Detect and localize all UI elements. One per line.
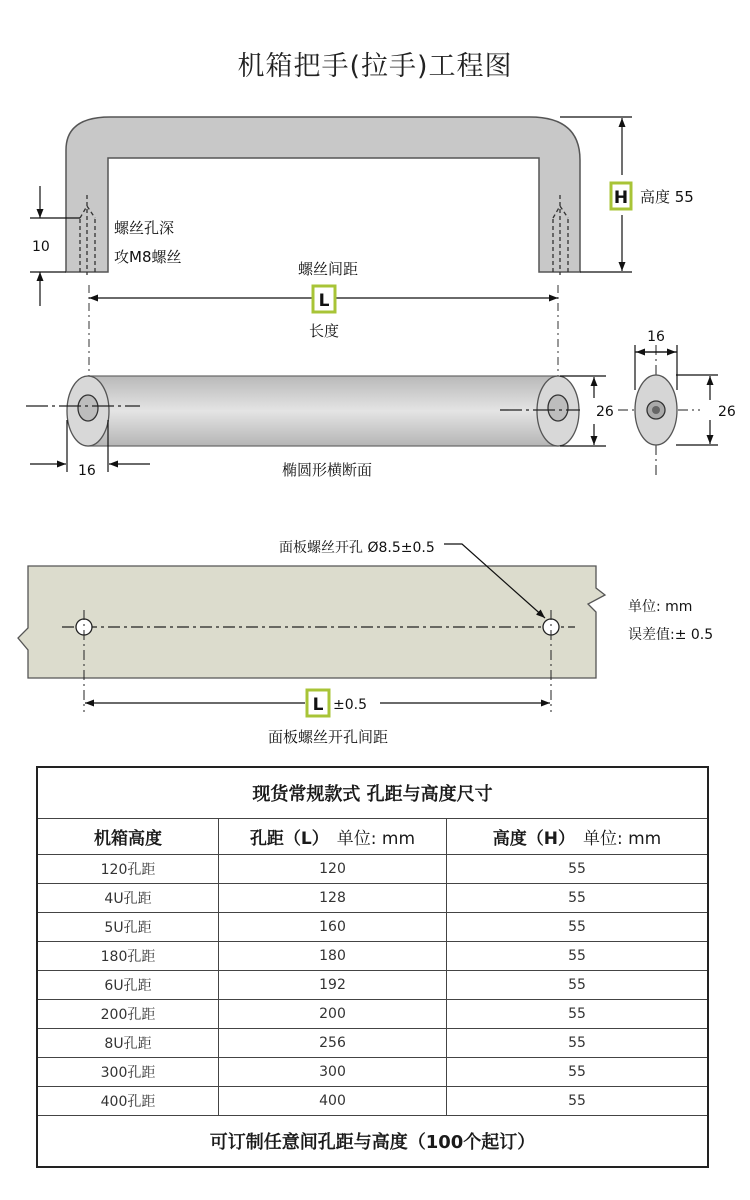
hole-note: 面板螺丝开孔 Ø8.5±0.5 [279, 540, 435, 556]
table-row [37, 855, 708, 884]
oval-cross-section [618, 329, 736, 475]
cell-chassis-height: 120孔距 [37, 855, 219, 884]
height-label: 高度 55 [640, 188, 694, 206]
cell-hole-pitch: 256 [219, 1029, 447, 1058]
panel-view [18, 539, 713, 746]
table-header-row [37, 819, 708, 855]
table-row [37, 1000, 708, 1029]
table-row [37, 913, 708, 942]
header-hole-pitch [219, 819, 447, 855]
thread-spec-note: 攻M8螺丝 [114, 248, 182, 266]
spacing-tolerance: ±0.5 [333, 697, 367, 713]
table-row [37, 1087, 708, 1116]
cell-hole-pitch: 200 [219, 1000, 447, 1029]
cell-chassis-height: 5U孔距 [37, 913, 219, 942]
bar-end-hole-right [548, 395, 568, 421]
cell-height: 55 [447, 884, 709, 913]
cell-chassis-height: 8U孔距 [37, 1029, 219, 1058]
bar-body [88, 376, 558, 446]
cell-height: 55 [447, 1058, 709, 1087]
pitch-label: 螺丝间距 [297, 260, 359, 278]
size-spec-table [36, 766, 709, 1168]
cell-hole-pitch: 192 [219, 971, 447, 1000]
panel-body [18, 566, 605, 678]
oval-width-value: 16 [647, 329, 665, 345]
thread-depth-note: 螺丝孔深 [114, 219, 175, 237]
cell-height: 55 [447, 1087, 709, 1116]
cell-chassis-height: 400孔距 [37, 1087, 219, 1116]
length-marker: L [318, 291, 330, 311]
cell-chassis-height: 200孔距 [37, 1000, 219, 1029]
table-row [37, 1029, 708, 1058]
table-row [37, 884, 708, 913]
header-chassis-height: 机箱高度 [37, 819, 219, 855]
handle-front-view [30, 117, 694, 340]
spacing-marker: L [312, 695, 324, 715]
end-width-value: 16 [78, 463, 96, 479]
table-footer-row [37, 1116, 708, 1168]
cell-hole-pitch: 400 [219, 1087, 447, 1116]
header-hole-pitch-label: 孔距（L） [249, 829, 329, 849]
cell-height: 55 [447, 1029, 709, 1058]
page-title: 机箱把手(拉手)工程图 [237, 51, 513, 82]
table-caption-row [37, 767, 708, 819]
cell-height: 55 [447, 913, 709, 942]
cell-height: 55 [447, 942, 709, 971]
table-caption: 现货常规款式 孔距与高度尺寸 [37, 767, 708, 819]
header-height-label: 高度（H） [492, 829, 575, 849]
oval-height-value: 26 [718, 404, 736, 420]
table-row [37, 971, 708, 1000]
thread-depth-value: 10 [32, 239, 50, 255]
cell-hole-pitch: 160 [219, 913, 447, 942]
cell-hole-pitch: 120 [219, 855, 447, 884]
length-label: 长度 [308, 322, 340, 340]
cell-hole-pitch: 300 [219, 1058, 447, 1087]
table-body [37, 855, 708, 1116]
cell-chassis-height: 4U孔距 [37, 884, 219, 913]
cell-chassis-height: 300孔距 [37, 1058, 219, 1087]
header-hole-pitch-unit: 单位: mm [336, 829, 416, 849]
end-height-value: 26 [596, 404, 614, 420]
cell-chassis-height: 6U孔距 [37, 971, 219, 1000]
unit-note: 单位: mm [628, 599, 693, 615]
bar-end-hole-left [78, 395, 98, 421]
table-row [37, 1058, 708, 1087]
cell-hole-pitch: 128 [219, 884, 447, 913]
section-label: 椭圆形横断面 [281, 461, 373, 479]
table-footer: 可订制任意间孔距与高度（100个起订） [37, 1116, 708, 1168]
header-height [447, 819, 709, 855]
cell-height: 55 [447, 971, 709, 1000]
header-height-unit: 单位: mm [582, 829, 662, 849]
cell-hole-pitch: 180 [219, 942, 447, 971]
height-marker: H [613, 188, 629, 208]
spacing-label: 面板螺丝开孔间距 [267, 728, 389, 746]
cell-height: 55 [447, 1000, 709, 1029]
table-row [37, 942, 708, 971]
cell-chassis-height: 180孔距 [37, 942, 219, 971]
tolerance-note: 误差值:± 0.5 [628, 627, 714, 643]
bar-side-view [26, 285, 614, 479]
cell-height: 55 [447, 855, 709, 884]
